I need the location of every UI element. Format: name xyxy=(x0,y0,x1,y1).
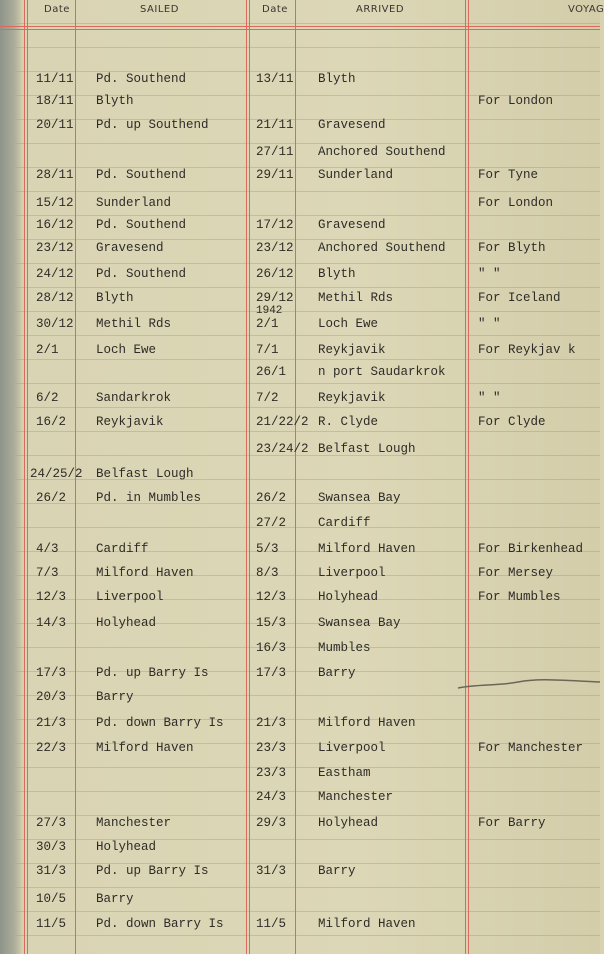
sail-date: 10/5 xyxy=(36,892,67,906)
arrive-date: 12/3 xyxy=(256,590,287,604)
sailed-place: Pd. up Barry Is xyxy=(96,666,209,680)
arrive-date: 26/12 xyxy=(256,267,294,281)
sail-date: 16/2 xyxy=(36,415,67,429)
header-sailed: SAILED xyxy=(140,4,179,15)
arrived-place: Milford Haven xyxy=(318,917,416,931)
arrive-date: 15/3 xyxy=(256,616,287,630)
sailed-place: Gravesend xyxy=(96,241,164,255)
voyage-note: For Mumbles xyxy=(478,590,561,604)
sailed-place: Sunderland xyxy=(96,196,172,210)
sail-date: 28/11 xyxy=(36,168,74,182)
sailed-place: Barry xyxy=(96,690,134,704)
arrived-place: Blyth xyxy=(318,72,356,86)
date-rule-2 xyxy=(295,0,296,954)
voyage-note: " " xyxy=(478,267,501,281)
voyage-note: " " xyxy=(478,317,501,331)
sail-date: 26/2 xyxy=(36,491,67,505)
sail-date: 30/12 xyxy=(36,317,74,331)
voyage-note: For Clyde xyxy=(478,415,546,429)
header-date-arrived: Date xyxy=(262,4,288,15)
arrived-place: Reykjavik xyxy=(318,391,386,405)
arrive-date: 23/24/2 xyxy=(256,442,309,456)
sail-date: 11/5 xyxy=(36,917,67,931)
arrive-date: 29/12 xyxy=(256,291,294,305)
sail-date: 22/3 xyxy=(36,741,67,755)
arrive-date: 23/12 xyxy=(256,241,294,255)
column-rule-arrived xyxy=(465,0,466,954)
sail-date: 18/11 xyxy=(36,94,74,108)
voyage-note: For Manchester xyxy=(478,741,584,755)
sailed-place: Manchester xyxy=(96,816,172,830)
arrived-place: Liverpool xyxy=(318,741,386,755)
arrive-date: 23/3 xyxy=(256,766,287,780)
sailed-place: Sandarkrok xyxy=(96,391,172,405)
voyage-note: For London xyxy=(478,196,554,210)
arrived-place: Reykjavik xyxy=(318,343,386,357)
sail-date: 31/3 xyxy=(36,864,67,878)
arrive-date: 7/2 xyxy=(256,391,279,405)
voyage-note: For Reykjav k xyxy=(478,343,576,357)
arrive-date: 8/3 xyxy=(256,566,279,580)
sailed-place: Milford Haven xyxy=(96,741,194,755)
sailed-place: Blyth xyxy=(96,94,134,108)
sail-date: 12/3 xyxy=(36,590,67,604)
arrived-place: Sunderland xyxy=(318,168,394,182)
arrived-place: Swansea Bay xyxy=(318,616,401,630)
sailed-place: Pd. Southend xyxy=(96,72,187,86)
sail-date: 16/12 xyxy=(36,218,74,232)
sail-date: 30/3 xyxy=(36,840,67,854)
sailed-place: Belfast Lough xyxy=(96,467,194,481)
sailed-place: Holyhead xyxy=(96,840,157,854)
sailed-place: Pd. down Barry Is xyxy=(96,917,224,931)
arrived-place: Barry xyxy=(318,864,356,878)
arrive-date: 11/5 xyxy=(256,917,287,931)
sailed-place: Reykjavik xyxy=(96,415,164,429)
arrived-place: n port Saudarkrok xyxy=(318,365,446,379)
arrive-date: 2/1 xyxy=(256,317,279,331)
sail-date: 20/3 xyxy=(36,690,67,704)
sailed-place: Pd. down Barry Is xyxy=(96,716,224,730)
arrived-place: Anchored Southend xyxy=(318,145,446,159)
arrived-place: Liverpool xyxy=(318,566,386,580)
sail-date: 6/2 xyxy=(36,391,59,405)
arrive-date: 21/3 xyxy=(256,716,287,730)
arrive-date: 5/3 xyxy=(256,542,279,556)
sail-date: 14/3 xyxy=(36,616,67,630)
sailed-place: Pd. Southend xyxy=(96,168,187,182)
sail-date: 15/12 xyxy=(36,196,74,210)
arrived-place: Cardiff xyxy=(318,516,371,530)
arrive-date: 21/11 xyxy=(256,118,294,132)
paper-tear xyxy=(458,672,600,692)
arrived-place: Swansea Bay xyxy=(318,491,401,505)
voyage-note: For Blyth xyxy=(478,241,546,255)
arrived-place: Methil Rds xyxy=(318,291,394,305)
arrived-place: Mumbles xyxy=(318,641,371,655)
sail-date: 24/12 xyxy=(36,267,74,281)
sailed-place: Pd. Southend xyxy=(96,218,187,232)
sailed-place: Methil Rds xyxy=(96,317,172,331)
sail-date: 24/25/2 xyxy=(30,467,83,481)
arrived-place: R. Clyde xyxy=(318,415,379,429)
header-voyage: VOYAG xyxy=(568,4,604,15)
sailed-place: Milford Haven xyxy=(96,566,194,580)
sailed-place: Loch Ewe xyxy=(96,343,157,357)
sail-date: 7/3 xyxy=(36,566,59,580)
arrived-place: Gravesend xyxy=(318,118,386,132)
sail-date: 27/3 xyxy=(36,816,67,830)
year-note: 1942 xyxy=(256,305,283,317)
voyage-note: For Mersey xyxy=(478,566,554,580)
sailed-place: Pd. up Southend xyxy=(96,118,209,132)
voyage-note: For London xyxy=(478,94,554,108)
voyage-note: " " xyxy=(478,391,501,405)
arrive-date: 13/11 xyxy=(256,72,294,86)
arrived-place: Blyth xyxy=(318,267,356,281)
arrived-place: Anchored Southend xyxy=(318,241,446,255)
sail-date: 17/3 xyxy=(36,666,67,680)
arrived-place: Milford Haven xyxy=(318,542,416,556)
arrive-date: 29/11 xyxy=(256,168,294,182)
arrived-place: Belfast Lough xyxy=(318,442,416,456)
arrive-date: 7/1 xyxy=(256,343,279,357)
sailed-place: Pd. up Barry Is xyxy=(96,864,209,878)
arrive-date: 31/3 xyxy=(256,864,287,878)
header-rule-2 xyxy=(0,29,600,30)
arrived-place: Milford Haven xyxy=(318,716,416,730)
arrived-place: Holyhead xyxy=(318,816,379,830)
header-arrived: ARRIVED xyxy=(356,4,405,15)
sailed-place: Pd. Southend xyxy=(96,267,187,281)
sailed-place: Pd. in Mumbles xyxy=(96,491,202,505)
arrived-place: Gravesend xyxy=(318,218,386,232)
sail-date: 20/11 xyxy=(36,118,74,132)
header-rule xyxy=(0,26,600,27)
sail-date: 21/3 xyxy=(36,716,67,730)
sail-date: 28/12 xyxy=(36,291,74,305)
sail-date: 11/11 xyxy=(36,72,74,86)
header-date-sailed: Date xyxy=(44,4,70,15)
arrive-date: 23/3 xyxy=(256,741,287,755)
sailed-place: Holyhead xyxy=(96,616,157,630)
arrive-date: 29/3 xyxy=(256,816,287,830)
voyage-note: For Birkenhead xyxy=(478,542,584,556)
arrive-date: 24/3 xyxy=(256,790,287,804)
arrive-date: 17/3 xyxy=(256,666,287,680)
column-rule-sailed xyxy=(246,0,247,954)
sailed-place: Cardiff xyxy=(96,542,149,556)
voyage-note: For Iceland xyxy=(478,291,561,305)
arrive-date: 26/1 xyxy=(256,365,287,379)
voyage-note: For Barry xyxy=(478,816,546,830)
sail-date: 2/1 xyxy=(36,343,59,357)
arrive-date: 27/11 xyxy=(256,145,294,159)
arrive-date: 17/12 xyxy=(256,218,294,232)
arrive-date: 16/3 xyxy=(256,641,287,655)
arrived-place: Loch Ewe xyxy=(318,317,379,331)
margin-rule xyxy=(24,0,25,954)
arrive-date: 21/22/2 xyxy=(256,415,309,429)
voyage-note: For Tyne xyxy=(478,168,539,182)
arrive-date: 27/2 xyxy=(256,516,287,530)
sail-date: 4/3 xyxy=(36,542,59,556)
arrived-place: Eastham xyxy=(318,766,371,780)
sail-date: 23/12 xyxy=(36,241,74,255)
sailed-place: Blyth xyxy=(96,291,134,305)
arrived-place: Holyhead xyxy=(318,590,379,604)
sailed-place: Barry xyxy=(96,892,134,906)
arrived-place: Manchester xyxy=(318,790,394,804)
arrived-place: Barry xyxy=(318,666,356,680)
arrive-date: 26/2 xyxy=(256,491,287,505)
sailed-place: Liverpool xyxy=(96,590,164,604)
